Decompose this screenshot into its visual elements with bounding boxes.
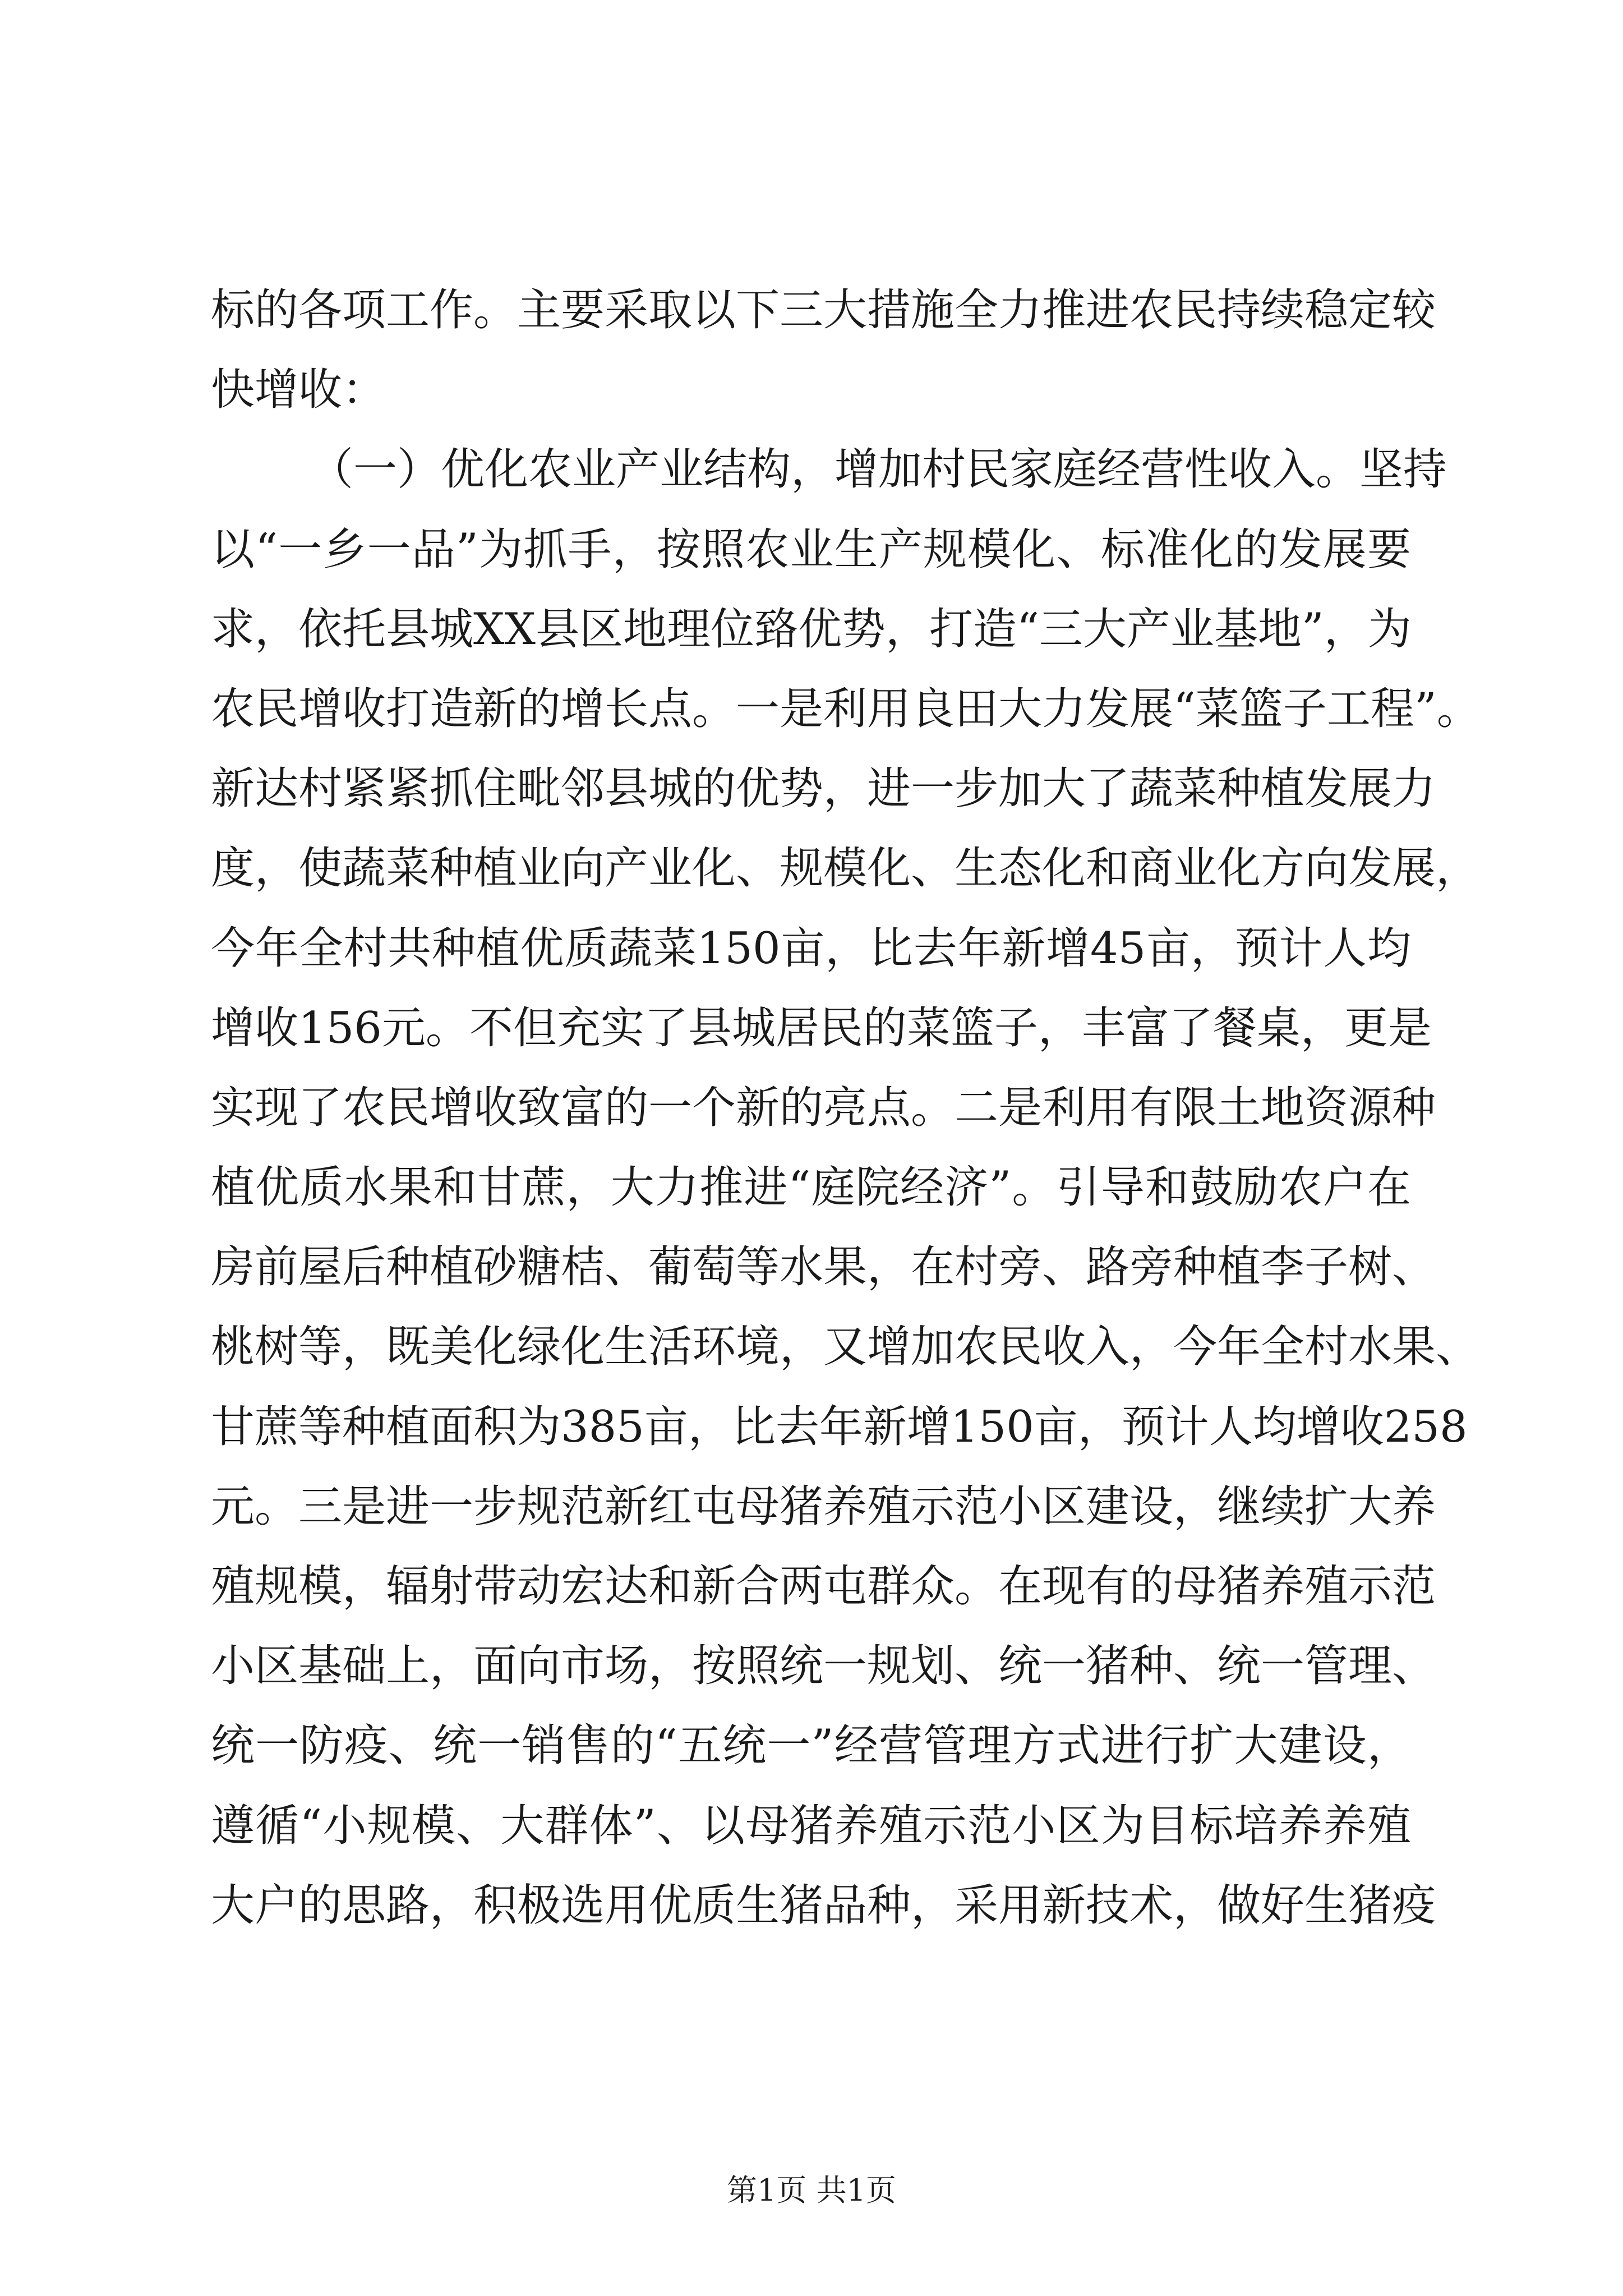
text-line: 大户的思路，积极选用优质生猪品种，采用新技术，做好生猪疫 bbox=[211, 1880, 1436, 1931]
text-line: 植优质水果和甘蔗，大力推进“庭院经济”。引导和鼓励农户在 bbox=[211, 1162, 1411, 1213]
text-line: 殖规模，辐射带动宏达和新合两屯群众。在现有的母猪养殖示范 bbox=[211, 1561, 1436, 1612]
body-text bbox=[211, 270, 1481, 1945]
text-line: 小区基础上，面向市场，按照统一规划、统一猪种、统一管理、 bbox=[211, 1641, 1436, 1692]
text-line: 农民增收打造新的增长点。一是利用良田大力发展“菜篮子工程”。 bbox=[211, 683, 1481, 734]
text-line: 统一防疫、统一销售的“五统一”经营管理方式进行扩大建设， bbox=[211, 1720, 1411, 1772]
text-line: 今年全村共种植优质蔬菜150亩，比去年新增45亩，预计人均 bbox=[211, 923, 1411, 974]
text-line: 以“一乡一品”为抓手，按照农业生产规模化、标准化的发展要 bbox=[211, 524, 1411, 575]
text-line: 求，依托县城XX县区地理位臵优势，打造“三大产业基地”，为 bbox=[211, 604, 1412, 655]
text-line: 桃树等，既美化绿化生活环境，又增加农民收入，今年全村水果、 bbox=[211, 1322, 1480, 1373]
text-line: （一）优化农业产业结构，增加村民家庭经营性收入。坚持 bbox=[310, 444, 1447, 495]
page-number-footer: 第1页 共1页 bbox=[727, 2173, 896, 2208]
text-line: 快增收： bbox=[211, 365, 386, 416]
text-line: 增收156元。不但充实了县城居民的菜篮子，丰富了餐桌，更是 bbox=[211, 1002, 1432, 1053]
text-line: 遵循“小规模、大群体”、以母猪养殖示范小区为目标培养养殖 bbox=[211, 1800, 1411, 1851]
text-line: 标的各项工作。主要采取以下三大措施全力推进农民持续稳定较 bbox=[211, 285, 1436, 335]
text-line: 新达村紧紧抓住毗邻县城的优势，进一步加大了蔬菜种植发展力 bbox=[211, 763, 1436, 815]
text-line: 实现了农民增收致富的一个新的亮点。二是利用有限土地资源种 bbox=[211, 1082, 1436, 1133]
text-line: 度，使蔬菜种植业向产业化、规模化、生态化和商业化方向发展， bbox=[211, 843, 1480, 894]
text-line: 元。三是进一步规范新红屯母猪养殖示范小区建设，继续扩大养 bbox=[211, 1481, 1436, 1532]
text-line: 甘蔗等种植面积为385亩，比去年新增150亩，预计人均增收258 bbox=[211, 1401, 1468, 1452]
text-line: 房前屋后种植砂糖桔、葡萄等水果，在村旁、路旁种植李子树、 bbox=[211, 1242, 1436, 1293]
